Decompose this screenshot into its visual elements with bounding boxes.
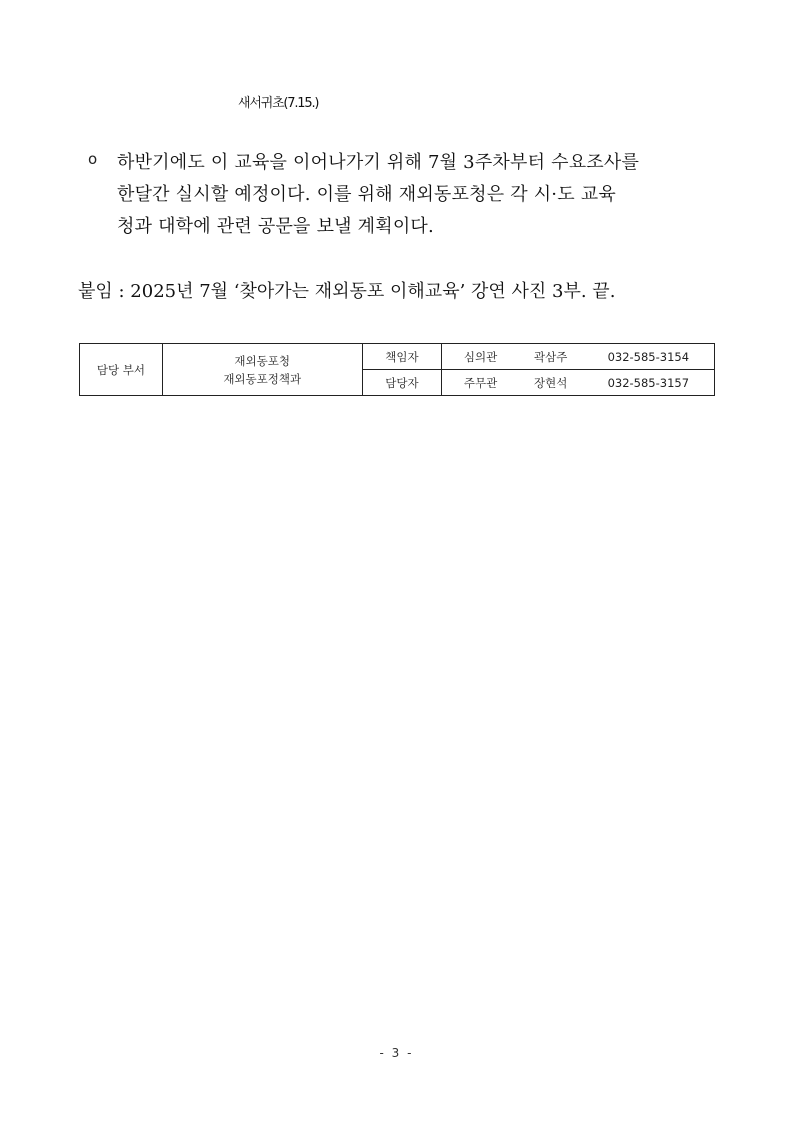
name-cell: 곽삼주 xyxy=(519,344,583,370)
contact-table xyxy=(79,343,715,396)
title-cell: 주무관 xyxy=(442,370,519,396)
role-cell: 책임자 xyxy=(362,344,442,370)
bullet-text xyxy=(117,147,727,243)
photo-caption: 새서귀초(7.15.) xyxy=(238,96,319,111)
phone-cell: 032-585-3154 xyxy=(583,344,715,370)
bullet-marker: o xyxy=(88,150,98,168)
title-cell: 심의관 xyxy=(442,344,519,370)
name-cell: 장현석 xyxy=(519,370,583,396)
bullet-line-2: 한달간 실시할 예정이다. 이를 위해 재외동포청은 각 시·도 교육 xyxy=(117,184,616,205)
attachment-note: 붙임 : 2025년 7월 ‘찾아가는 재외동포 이해교육’ 강연 사진 3부. 끝. xyxy=(78,281,616,302)
dept-org: 재외동포청 xyxy=(234,353,290,368)
table-row xyxy=(80,344,715,370)
bullet-line-1: 하반기에도 이 교육을 이어나가기 위해 7월 3주차부터 수요조사를 xyxy=(117,152,640,173)
dept-label-cell: 담당 부서 xyxy=(80,344,163,396)
phone-cell: 032-585-3157 xyxy=(583,370,715,396)
dept-division: 재외동포정책과 xyxy=(223,371,302,386)
role-cell: 담당자 xyxy=(362,370,442,396)
page-number: - 3 - xyxy=(379,1046,414,1060)
bullet-line-3: 청과 대학에 관련 공문을 보낼 계획이다. xyxy=(117,216,434,237)
dept-cell xyxy=(162,344,362,396)
